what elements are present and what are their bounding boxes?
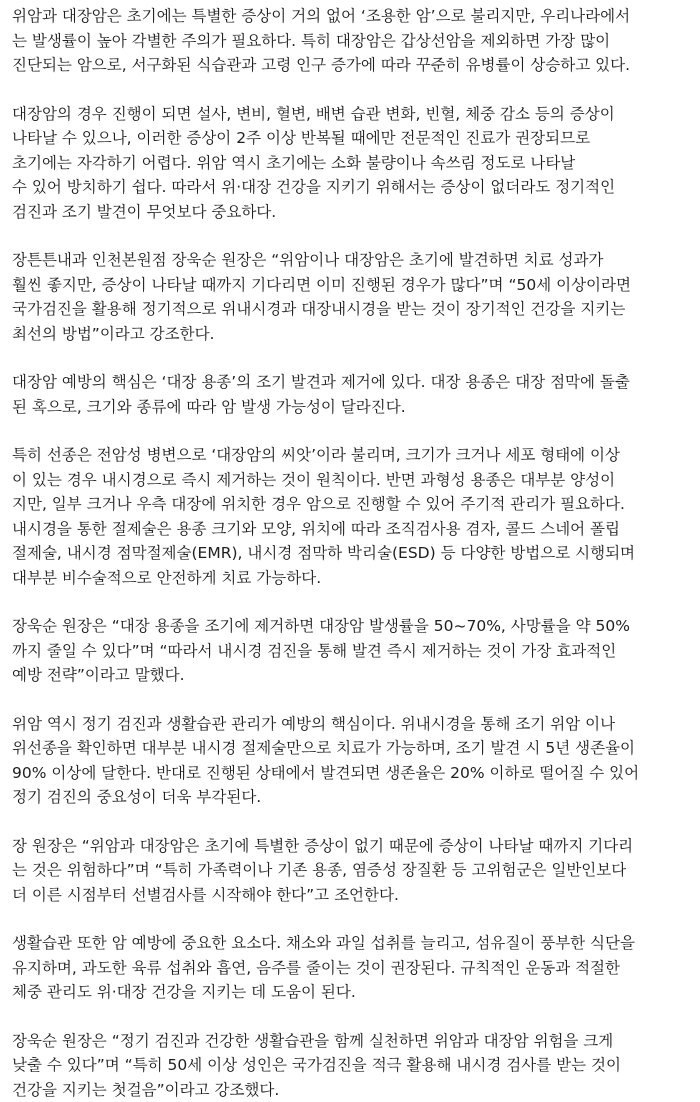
article-paragraph [12, 712, 692, 810]
paragraph-line: 정기 검진의 중요성이 더욱 부각된다. [12, 785, 692, 810]
article-paragraph [12, 834, 692, 908]
paragraph-line: 장튼튼내과 인천본원점 장욱순 원장은 “위암이나 대장암은 초기에 발견하면 치료 성과가 [12, 248, 692, 273]
paragraph-line: 예방 전략”이라고 말했다. [12, 663, 692, 688]
paragraph-line: 는 발생률이 높아 각별한 주의가 필요하다. 특히 대장암은 갑상선암을 제외하면 가장 많이 [12, 29, 692, 54]
article-paragraph [12, 614, 692, 688]
paragraph-line: 장욱순 원장은 “대장 용종을 조기에 제거하면 대장암 발생률을 50~70%, 사망률을 약 50% [12, 614, 692, 639]
paragraph-line: 특히 선종은 전암성 병변으로 ‘대장암의 씨앗’이라 불리며, 크기가 크거나 세포 형태에 이상 [12, 443, 692, 468]
paragraph-line: 장 원장은 “위암과 대장암은 초기에 특별한 증상이 없기 때문에 증상이 나타날 때까지 기다리 [12, 834, 692, 859]
article-paragraph [12, 443, 692, 590]
article-paragraph [12, 248, 692, 346]
paragraph-line: 수 있어 방치하기 쉽다. 따라서 위·대장 건강을 지키기 위해서는 증상이 없더라도 정기적인 [12, 175, 692, 200]
paragraph-line: 내시경을 통한 절제술은 용종 크기와 모양, 위치에 따라 조직검사용 겸자, 콜드 스네어 폴립 [12, 517, 692, 542]
paragraph-line: 까지 줄일 수 있다”며 “따라서 내시경 검진을 통해 발견 즉시 제거하는 것이 가장 효과적인 [12, 639, 692, 664]
paragraph-line: 절제술, 내시경 점막절제술(EMR), 내시경 점막하 박리술(ESD) 등 다양한 방법으로 시행되며 [12, 541, 692, 566]
article-paragraph [12, 931, 692, 1005]
paragraph-line: 훨씬 좋지만, 증상이 나타날 때까지 기다리면 이미 진행된 경우가 많다”며 “50세 이상이라면 [12, 273, 692, 298]
paragraph-line: 90% 이상에 달한다. 반대로 진행된 상태에서 발견되면 생존율은 20% 이하로 떨어질 수 있어 [12, 761, 692, 786]
paragraph-line: 위암 역시 정기 검진과 생활습관 관리가 예방의 핵심이다. 위내시경을 통해 조기 위암 이나 [12, 712, 692, 737]
paragraph-line: 검진과 조기 발견이 무엇보다 중요하다. [12, 200, 692, 225]
paragraph-line: 대장암의 경우 진행이 되면 설사, 변비, 혈변, 배변 습관 변화, 빈혈, 체중 감소 등의 증상이 [12, 102, 692, 127]
paragraph-line: 장욱순 원장은 “정기 검진과 건강한 생활습관을 함께 실천하면 위암과 대장암 위험을 크게 [12, 1029, 692, 1054]
paragraph-line: 는 것은 위험하다”며 “특히 가족력이나 기존 용종, 염증성 장질환 등 고위험군은 일반인보다 [12, 858, 692, 883]
paragraph-line: 지만, 일부 크거나 우측 대장에 위치한 경우 암으로 진행할 수 있어 주기적 관리가 필요하다. [12, 492, 692, 517]
paragraph-line: 유지하며, 과도한 육류 섭취와 흡연, 음주를 줄이는 것이 권장된다. 규칙적인 운동과 적절한 [12, 956, 692, 981]
paragraph-line: 더 이른 시점부터 선별검사를 시작해야 한다”고 조언한다. [12, 883, 692, 908]
paragraph-line: 진단되는 암으로, 서구화된 식습관과 고령 인구 증가에 따라 꾸준히 유병률이 상승하고 있다. [12, 53, 692, 78]
paragraph-line: 나타날 수 있으나, 이러한 증상이 2주 이상 반복될 때에만 전문적인 진료가 권장되므로 [12, 126, 692, 151]
article-paragraph [12, 1029, 692, 1102]
paragraph-line: 체중 관리도 위·대장 건강을 지키는 데 도움이 된다. [12, 980, 692, 1005]
paragraph-line: 생활습관 또한 암 예방에 중요한 요소다. 채소와 과일 섭취를 늘리고, 섬유질이 풍부한 식단을 [12, 931, 692, 956]
article-paragraph [12, 102, 692, 225]
paragraph-line: 초기에는 자각하기 어렵다. 위암 역시 초기에는 소화 불량이나 속쓰림 정도로 나타날 [12, 151, 692, 176]
paragraph-line: 대장암 예방의 핵심은 ‘대장 용종’의 조기 발견과 제거에 있다. 대장 용종은 대장 점막에 돌출 [12, 370, 692, 395]
article-paragraph [12, 4, 692, 78]
paragraph-line: 위암과 대장암은 초기에는 특별한 증상이 거의 없어 ‘조용한 암’으로 불리지만, 우리나라에서 [12, 4, 692, 29]
article-paragraph [12, 370, 692, 419]
paragraph-line: 이 있는 경우 내시경으로 즉시 제거하는 것이 원칙이다. 반면 과형성 용종은 대부분 양성이 [12, 468, 692, 493]
paragraph-line: 대부분 비수술적으로 안전하게 치료 가능하다. [12, 566, 692, 591]
paragraph-line: 국가검진을 활용해 정기적으로 위내시경과 대장내시경을 받는 것이 장기적인 건강을 지키는 [12, 297, 692, 322]
paragraph-line: 위선종을 확인하면 대부분 내시경 절제술만으로 치료가 가능하며, 조기 발견 시 5년 생존율이 [12, 736, 692, 761]
paragraph-line: 낮출 수 있다”며 “특히 50세 이상 성인은 국가검진을 적극 활용해 내시경 검사를 받는 것이 [12, 1053, 692, 1078]
paragraph-line: 된 혹으로, 크기와 종류에 따라 암 발생 가능성이 달라진다. [12, 395, 692, 420]
paragraph-line: 건강을 지키는 첫걸음”이라고 강조했다. [12, 1078, 692, 1102]
paragraph-line: 최선의 방법”이라고 강조한다. [12, 322, 692, 347]
